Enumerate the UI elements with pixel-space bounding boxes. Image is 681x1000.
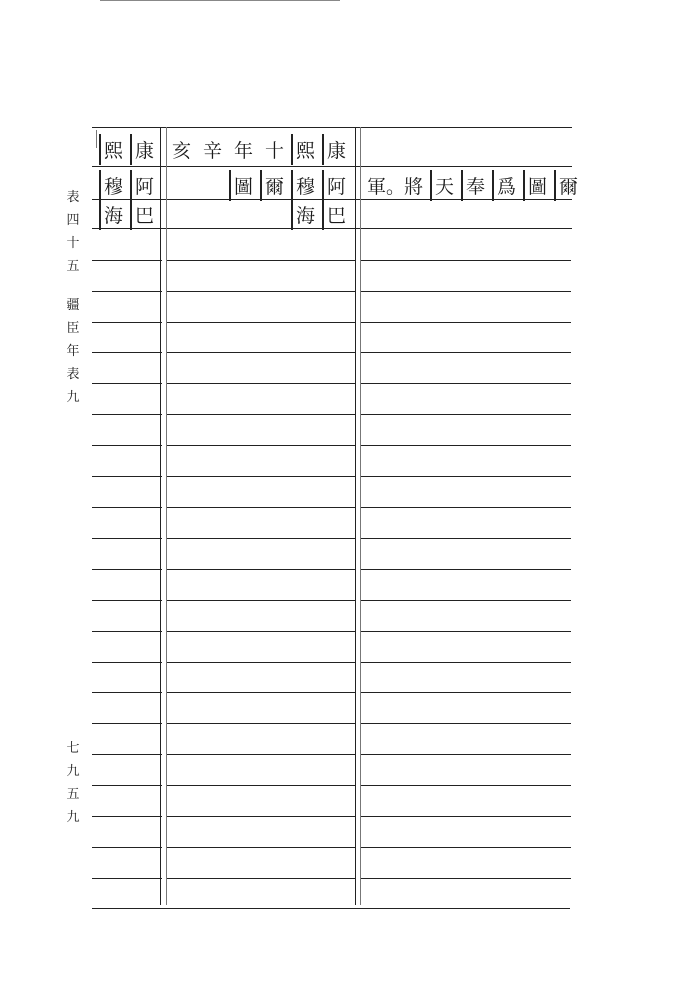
table-char: 軍。	[367, 175, 406, 198]
margin-section-char: 臣	[66, 321, 80, 336]
row-divider	[92, 754, 162, 755]
row-divider	[361, 878, 571, 879]
row-divider	[361, 445, 571, 446]
row-divider	[361, 723, 571, 724]
table-bottom-rule	[92, 908, 570, 909]
row1-col2-cell	[166, 134, 352, 164]
row-divider	[166, 507, 356, 508]
table-char: 辛	[202, 139, 222, 162]
table-top-rule	[92, 127, 572, 128]
row-divider	[166, 600, 356, 601]
row-divider	[92, 692, 162, 693]
row-divider	[166, 723, 356, 724]
row-divider	[92, 476, 162, 477]
table-char: 奉	[460, 172, 491, 199]
row-divider	[361, 847, 571, 848]
margin-section-char: 疆	[66, 298, 80, 313]
column-divider	[355, 127, 356, 905]
row-divider	[92, 569, 162, 570]
row3-col2-cell	[290, 200, 352, 228]
table-char: 亥	[171, 139, 191, 162]
margin-title-char: 四	[66, 213, 80, 228]
table-char: 康	[321, 136, 352, 163]
row-divider	[166, 816, 356, 817]
row-divider	[361, 383, 571, 384]
row-divider	[92, 847, 162, 848]
row-divider	[166, 692, 356, 693]
margin-title-char: 五	[66, 259, 80, 274]
row-divider	[92, 878, 162, 879]
row1-col1-cell	[98, 134, 160, 164]
margin-title-char: 十	[66, 236, 80, 251]
row-divider	[361, 260, 571, 261]
column-divider	[160, 127, 161, 905]
column-tick	[96, 130, 97, 148]
page-number-char: 九	[66, 764, 80, 779]
row-divider	[361, 538, 571, 539]
page-number-char: 五	[66, 787, 80, 802]
row-divider	[361, 291, 571, 292]
table-char: 阿	[321, 172, 352, 199]
row2-col3-cell	[367, 170, 584, 200]
margin-title	[64, 186, 82, 409]
row-divider	[361, 754, 571, 755]
table-char: 巴	[129, 201, 160, 228]
row-divider	[166, 569, 356, 570]
row2-col1-cell	[98, 170, 160, 200]
row-divider	[92, 414, 162, 415]
row-divider	[361, 507, 571, 508]
margin-title-char: 表	[66, 190, 80, 205]
page-number-char: 七	[66, 741, 80, 756]
table-char: 阿	[129, 172, 160, 199]
row-divider	[92, 816, 162, 817]
row-divider	[361, 476, 571, 477]
row-divider	[92, 662, 162, 663]
table-char: 熙	[290, 136, 321, 163]
table-char: 爾	[553, 172, 584, 199]
row-divider	[92, 538, 162, 539]
row-divider	[92, 600, 162, 601]
row-divider	[92, 445, 162, 446]
row-divider	[361, 692, 571, 693]
table-char: 十	[264, 139, 284, 162]
row-divider	[166, 383, 356, 384]
row-divider	[92, 291, 162, 292]
table-char: 爲	[491, 172, 522, 199]
row-divider	[92, 631, 162, 632]
table-char: 熙	[98, 136, 129, 163]
row-divider	[166, 476, 356, 477]
row-divider	[92, 383, 162, 384]
column-divider	[360, 127, 361, 905]
row-divider	[166, 662, 356, 663]
row3-col1-cell	[98, 200, 160, 228]
table-char: 康	[129, 136, 160, 163]
row-divider	[361, 662, 571, 663]
row-divider	[92, 228, 572, 229]
row-divider	[166, 352, 356, 353]
row-divider	[361, 322, 571, 323]
margin-section-char: 九	[66, 390, 80, 405]
row-divider	[92, 260, 162, 261]
row-divider	[361, 631, 571, 632]
table-char: 穆	[290, 172, 321, 199]
row-divider	[166, 631, 356, 632]
margin-section-char: 表	[66, 367, 80, 382]
table-char: 爾	[259, 172, 290, 199]
row-divider	[166, 754, 356, 755]
row-divider	[166, 260, 356, 261]
row-divider	[361, 600, 571, 601]
table-char: 穆	[98, 172, 129, 199]
row-divider	[166, 322, 356, 323]
page-number-char: 九	[66, 810, 80, 825]
row-divider	[92, 352, 162, 353]
row-divider	[92, 785, 162, 786]
row-divider	[92, 322, 162, 323]
table-char: 圖	[228, 172, 259, 199]
row-divider	[361, 785, 571, 786]
row-divider	[361, 414, 571, 415]
row-divider	[166, 538, 356, 539]
top-edge-line	[100, 0, 340, 1]
row-divider	[166, 445, 356, 446]
row-divider	[92, 507, 162, 508]
row-divider	[166, 847, 356, 848]
margin-page-number	[64, 737, 82, 829]
row-divider	[92, 166, 572, 167]
row-divider	[166, 785, 356, 786]
row-divider	[166, 291, 356, 292]
row-divider	[361, 816, 571, 817]
row-divider	[92, 723, 162, 724]
row-divider	[361, 352, 571, 353]
table-char: 海	[98, 201, 129, 228]
table-char: 海	[290, 201, 321, 228]
row-divider	[361, 569, 571, 570]
column-divider	[166, 127, 167, 905]
table-char: 將	[403, 175, 423, 198]
row-divider	[166, 414, 356, 415]
margin-section-char: 年	[66, 344, 80, 359]
table-char: 巴	[321, 201, 352, 228]
table-char: 圖	[522, 172, 553, 199]
row2-col2-cell	[228, 170, 352, 200]
table-char: 天	[429, 172, 460, 199]
table-char: 年	[233, 139, 253, 162]
row-divider	[166, 878, 356, 879]
